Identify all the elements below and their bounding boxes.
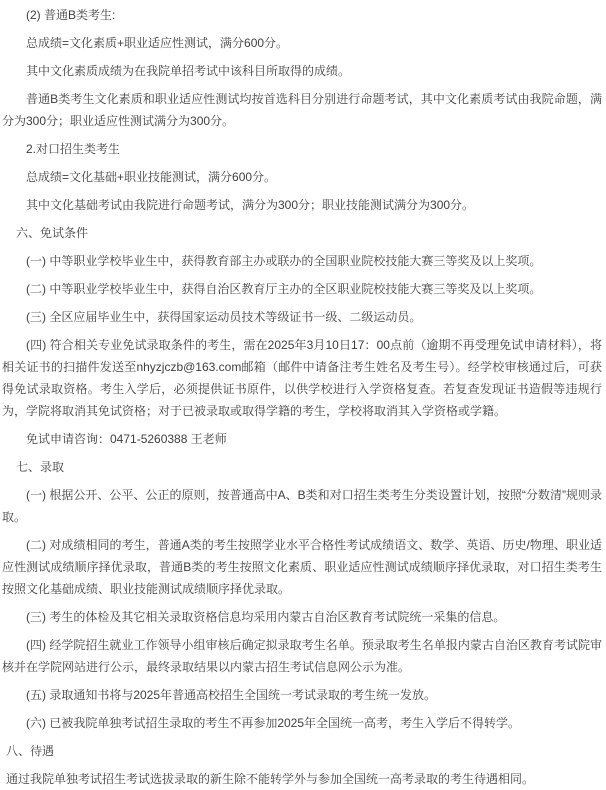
para-admission-item-4: (四) 经学院招生就业工作领导小组审核后确定拟录取考生名单。预录取考生名单报内蒙古自治区教育考试院审核并在学院网站进行公示，最终录取结果以内蒙古招生考试信息网公示为准。 <box>2 638 602 674</box>
para-treatment-body: 通过我院单独考试招生考试选拔录取的新生除不能转学外与参加全国统一高考录取的考生待遇相同。 <box>6 772 535 786</box>
para-admission-item-3: (三) 考生的体检及其它相关录取资格信息均采用内蒙古自治区教育考试院统一采集的信息。 <box>26 610 506 624</box>
para-admission-item-5: (五) 录取通知书将与2025年普通高校招生全国统一考试录取的考生统一发放。 <box>26 688 437 702</box>
para-duikou-heading: 2.对口招生类考生 <box>26 142 121 156</box>
section-admission-heading: 七、录取 <box>16 460 65 474</box>
para-b-class-heading: (2) 普通B类考生: <box>26 8 116 22</box>
para-admission-item-1: (一) 根据公开、公平、公正的原则，按普通高中A、B类和对口招生类考生分类设置计划，按照“分数清”规则录取。 <box>2 488 602 524</box>
para-b-class-culture-note: 其中文化素质成绩为在我院单招考试中该科目所取得的成绩。 <box>26 64 351 78</box>
para-exemption-item-1: (一) 中等职业学校毕业生中，获得教育部主办或联办的全国职业院校技能大赛三等奖及以上奖项。 <box>26 254 542 268</box>
section-treatment-heading: 八、待遇 <box>6 744 55 758</box>
para-admission-item-2: (二) 对成绩相同的考生，普通A类的考生按照学业水平合格性考试成绩语文、数学、英语、历史/物理、职业适应性测试成绩顺序择优录取，普通B类的考生按照文化素质、职业适应性测试成绩顺序择优录取，对口招生类考生按照文化基础成绩、职业技能测试成绩顺序择优录取。 <box>2 538 602 596</box>
para-b-class-exam-detail: 普通B类考生文化素质和职业适应性测试均按首选科目分别进行命题考试，其中文化素质考试由我院命题，满分为300分；职业适应性测试满分为300分。 <box>2 92 602 128</box>
section-exemption-heading: 六、免试条件 <box>16 226 89 240</box>
para-exemption-contact: 免试申请咨询：0471-5260388 王老师 <box>26 432 227 446</box>
para-exemption-item-3: (三) 全区应届毕业生中，获得国家运动员技术等级证书一级、二级运动员。 <box>26 310 422 324</box>
para-b-class-formula: 总成绩=文化素质+职业适应性测试，满分600分。 <box>26 36 289 50</box>
para-admission-item-6: (六) 已被我院单独考试招生录取的考生不再参加2025年全国统一高考，考生入学后不得转学。 <box>26 716 521 730</box>
para-duikou-formula: 总成绩=文化基础+职业技能测试，满分600分。 <box>26 170 277 184</box>
para-duikou-exam-detail: 其中文化基础考试由我院进行命题考试，满分为300分；职业技能测试满分为300分。 <box>26 198 475 212</box>
para-exemption-item-4: (四) 符合相关专业免试录取条件的考生，需在2025年3月10日17：00点前（逾期不再受理免试申请材料），将相关证书的扫描件发送至nhyzjczb@163.com邮箱（邮件中请备注考生姓名及考生号）。经学校审核通过后，可获得免试录取资格。考生入学后，必须提供证书原件，以供学校进行入学资格复查。若复查发现证书造假等违规行为，学院将取消其免试资格；对于已被录取或取得学籍的考生，学校将取消其入学资格或学籍。 <box>2 338 602 418</box>
para-exemption-item-2: (二) 中等职业学校毕业生中，获得自治区教育厅主办的全区职业院校技能大赛三等奖及以上奖项。 <box>26 282 542 296</box>
